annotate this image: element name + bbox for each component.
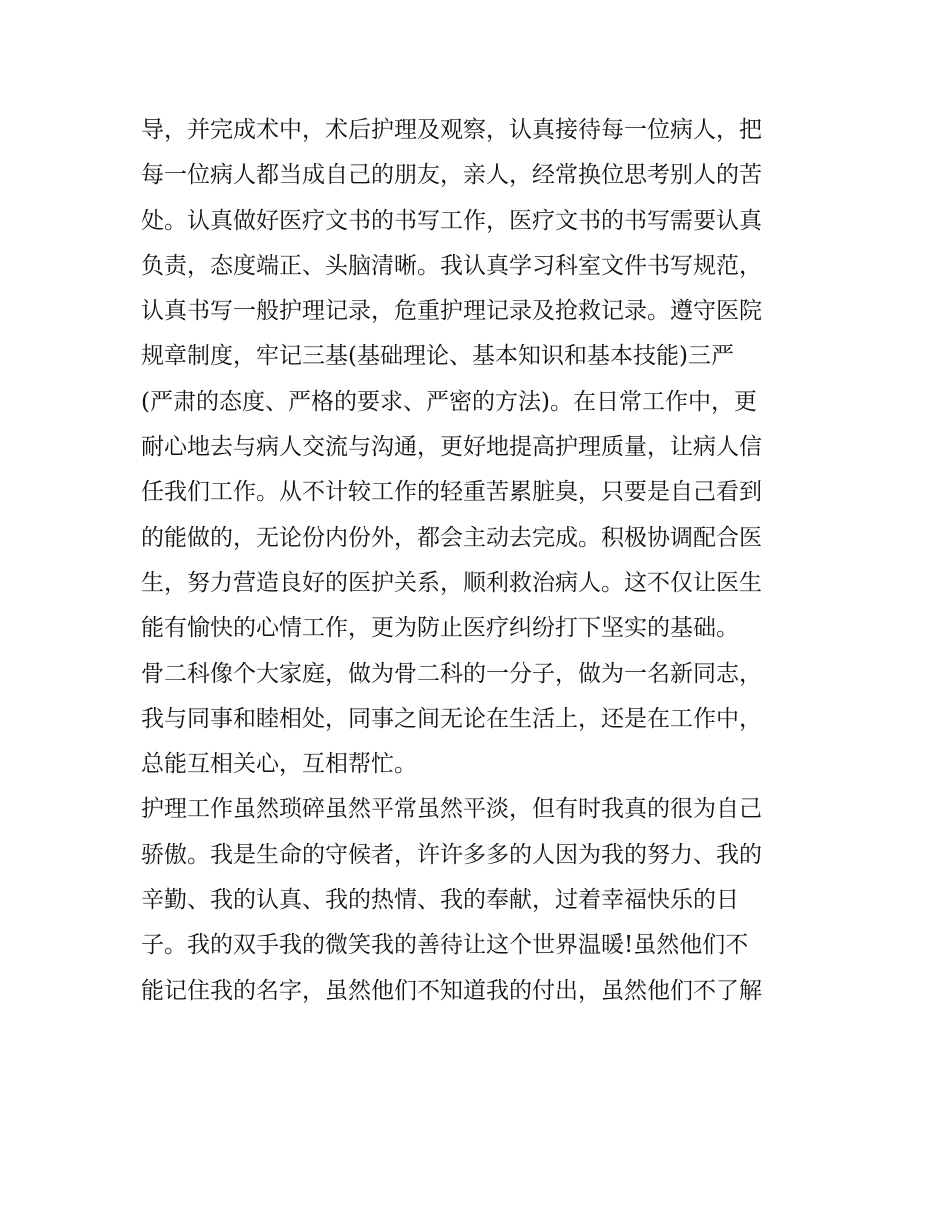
text-line: 子。我的双手我的微笑我的善待让这个世界温暖!虽然他们不 xyxy=(141,932,749,959)
text-line: 的能做的，无论份内份外，都会主动去完成。积极协调配合医 xyxy=(141,524,762,551)
text-line: 骄傲。我是生命的守候者，许许多多的人因为我的努力、我的 xyxy=(141,841,762,868)
text-line: 负责，态度端正、头脑清晰。我认真学习科室文件书写规范， xyxy=(141,252,762,279)
text-line: 耐心地去与病人交流与沟通，更好地提高护理质量，让病人信 xyxy=(141,434,762,461)
text-line: 规章制度，牢记三基(基础理论、基本知识和基本技能)三严 xyxy=(141,343,734,370)
text-line: 骨二科像个大家庭，做为骨二科的一分子，做为一名新同志， xyxy=(141,660,762,687)
text-line: 导，并完成术中，术后护理及观察，认真接待每一位病人，把 xyxy=(141,117,762,143)
text-line: 处。认真做好医疗文书的书写工作，医疗文书的书写需要认真 xyxy=(141,207,762,234)
text-line: 认真书写一般护理记录，危重护理记录及抢救记录。遵守医院 xyxy=(141,298,762,325)
text-line: 辛勤、我的认真、我的热情、我的奉献，过着幸福快乐的日 xyxy=(141,887,739,914)
text-line: 每一位病人都当成自己的朋友，亲人，经常换位思考别人的苦 xyxy=(141,162,762,189)
body-text xyxy=(141,108,831,1014)
text-line: 任我们工作。从不计较工作的轻重苦累脏臭，只要是自己看到 xyxy=(141,479,762,506)
text-line: 我与同事和睦相处，同事之间无论在生活上，还是在工作中， xyxy=(141,705,762,732)
text-line: 能记住我的名字，虽然他们不知道我的付出，虽然他们不了解 xyxy=(141,977,762,1004)
text-line: 护理工作虽然琐碎虽然平常虽然平淡，但有时我真的很为自己 xyxy=(141,796,762,823)
text-line: 生，努力营造良好的医护关系，顺利救治病人。这不仅让医生 xyxy=(141,569,762,596)
text-line: 总能互相关心，互相帮忙。 xyxy=(141,751,417,778)
text-line: (严肃的态度、严格的要求、严密的方法)。在日常工作中，更 xyxy=(141,388,757,415)
text-line: 能有愉快的心情工作，更为防止医疗纠纷打下坚实的基础。 xyxy=(141,615,739,642)
